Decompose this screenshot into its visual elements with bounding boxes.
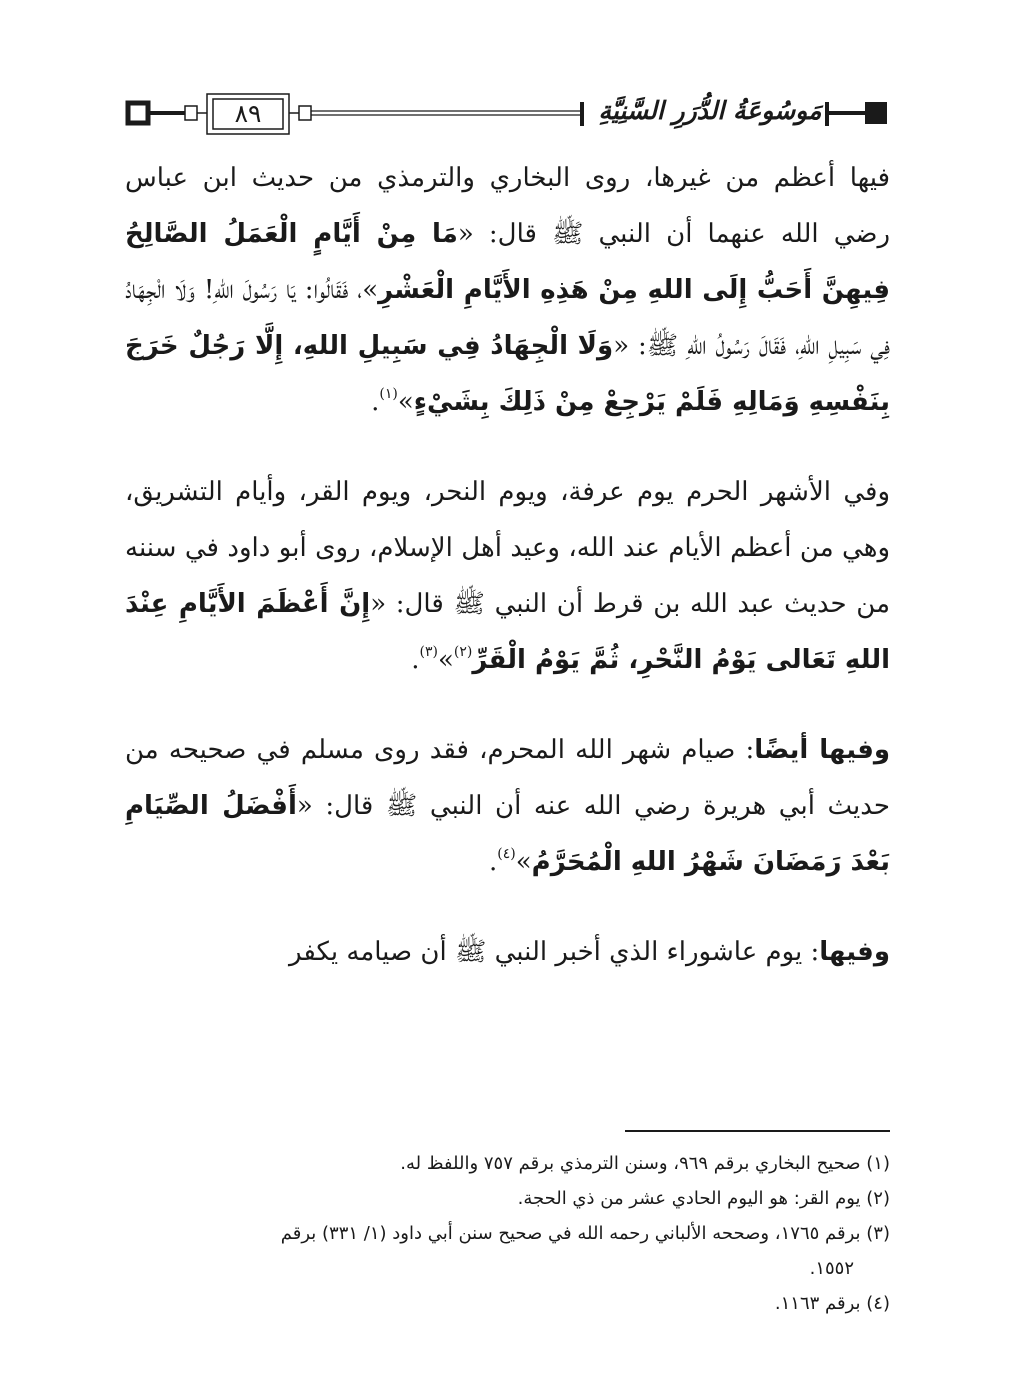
body-text: : يوم عاشوراء الذي أخبر النبي ﷺ أن صيامه يكفر [289,937,820,967]
body-text: . [371,387,380,417]
footnote-ref: (٢) [453,644,473,660]
footnote [125,1216,890,1251]
footnote [125,1181,890,1216]
footnote-text: يوم القر: هو اليوم الحادي عشر من ذي الحجة. [517,1188,861,1209]
footnote-continuation: ١٥٥٢. [809,1258,854,1279]
footnote-ref: (١) [379,386,398,402]
footnote [125,1286,890,1321]
footnote-text: برقم ١١٦٣. [774,1293,861,1314]
body-text: : صيام شهر الله المحرم، فقد روى مسلم في صحيحه من حديث أبي هريرة رضي الله عنه أن النبي ﷺ قال: « [125,735,890,821]
footnote [125,1146,890,1181]
footnote-number: (٣) [866,1223,890,1244]
hadith-quote: إِنَّ أَعْظَمَ الأَيَّامِ عِنْدَ اللهِ تَعَالى يَوْمُ النَّحْرِ، ثُمَّ يَوْمُ الْقَرِّ [125,589,890,675]
page-header [125,92,890,136]
footnote-divider [625,1130,890,1132]
paragraph [125,924,890,980]
hadith-quote: أَفْضَلُ الصِّيَامِ بَعْدَ رَمَضَانَ شَهْرُ اللهِ الْمُحَرَّمُ [125,791,890,877]
lead-phrase: وفيها أيضًا [754,735,890,765]
body-text: فيها أعظم من غيرها، روى البخاري والترمذي من حديث ابن عباس رضي الله عنهما أن النبي ﷺ قال: « [125,163,890,249]
lead-phrase: وفيها [819,937,890,967]
body-text: . [489,847,498,877]
paragraph [125,722,890,890]
body-text: » [437,645,454,675]
page-number: ٨٩ [234,99,262,128]
footnote-number: (١) [866,1153,890,1174]
footnote-number: (٢) [866,1188,890,1209]
hadith-quote: وَلَا الْجِهَادُ فِي سَبِيلِ اللهِ، إِلَّا رَجُلٌ خَرَجَ بِنَفْسِهِ وَمَالِهِ فَلَمْ يَرْجِعْ مِنْ ذَلِكَ بِشَيْءٍ [125,331,890,417]
paragraph [125,150,890,430]
footnote-ref: (٤) [497,846,516,862]
footnote-number: (٤) [866,1293,890,1314]
footnote-text: برقم ١٧٦٥، وصححه الألباني رحمه الله في صحيح سنن أبي داود (١/ ٣٣١) برقم [280,1223,861,1244]
footnotes [125,1146,890,1321]
body-text: »، فَقَالُوا: يَا رَسُولَ اللهِ! وَلَا الْجِهَادُ فِي سَبِيلِ اللهِ، فَقَالَ رَسُولُ اللهِ ﷺ: « [125,275,890,361]
main-text [125,150,890,980]
footnote-ref: (٣) [419,644,438,660]
paragraph [125,464,890,688]
body-text: وفي الأشهر الحرم يوم عرفة، ويوم النحر، ويوم القر، وأيام التشريق، وهي من أعظم الأيام عند الله، وعيد أهل الإسلام، روى أبو داود في سننه من حديث عبد الله بن قرط أن النبي ﷺ قال: « [125,477,890,619]
body-text: » [397,387,414,417]
book-title: مَوسُوعَةُ الدُّرَرِ السَّنِيَّةِ [598,96,822,125]
body-text: . [411,645,420,675]
hadith-quote: مَا مِنْ أَيَّامٍ الْعَمَلُ الصَّالِحُ فِيهِنَّ أَحَبُّ إِلَى اللهِ مِنْ هَذِهِ الأَيَّامِ الْعَشْرِ [125,219,890,305]
body-text: » [515,847,532,877]
footnote-text: صحيح البخاري برقم ٩٦٩، وسنن الترمذي برقم ٧٥٧ واللفظ له. [400,1153,861,1174]
